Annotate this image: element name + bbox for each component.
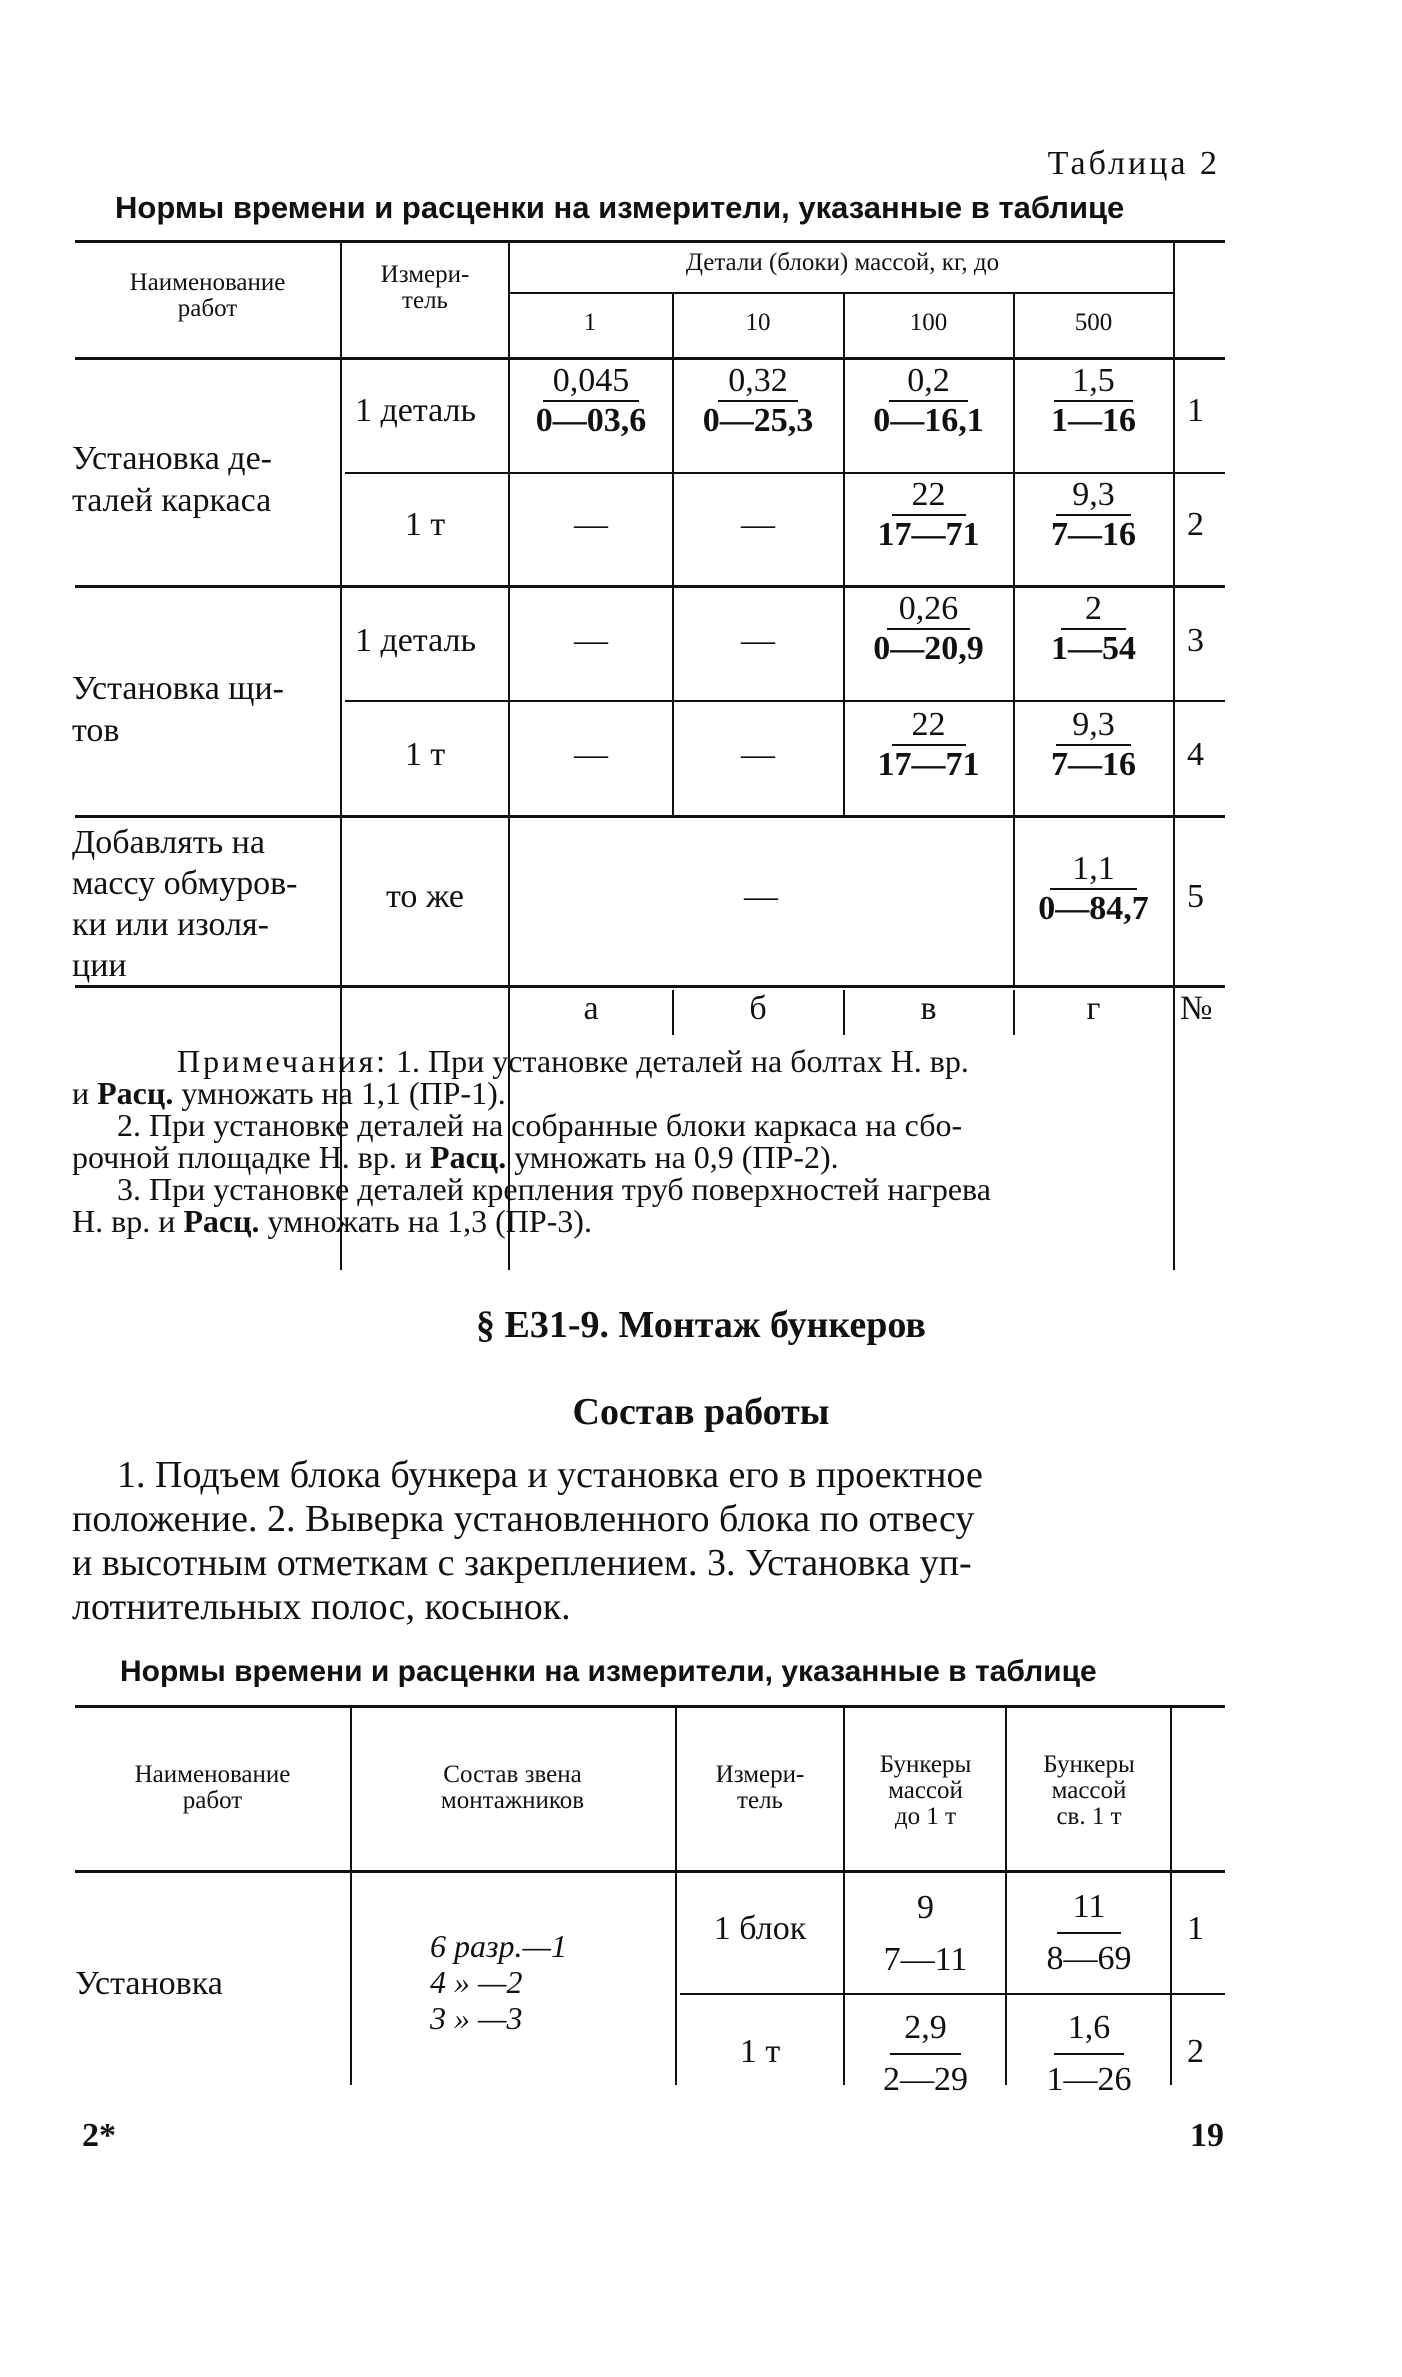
row-number: 4 [1187, 736, 1204, 773]
table2-title: Нормы времени и расценки на измерители, указанные в таблице [120, 1655, 1097, 1688]
row-number: 5 [1187, 878, 1204, 915]
column-letter: в [920, 990, 937, 1027]
unit-cell: то же [385, 878, 465, 915]
work-name: Добавлять на массу обмуров- ки или изоля- ции [72, 824, 298, 984]
signature-mark: 2* [82, 2117, 116, 2154]
unit-cell: 1 блок [713, 1910, 807, 1947]
header-group: Детали (блоки) массой, кг, до [685, 249, 1000, 276]
row-number: 1 [1187, 1910, 1204, 1947]
row-number: 2 [1187, 506, 1204, 543]
work-name: Установка щи- тов [72, 670, 284, 749]
page-number: 19 [1190, 2117, 1224, 2154]
header-work: Наименование работ [129, 269, 286, 322]
row-number: 3 [1187, 622, 1204, 659]
value-cell: 9,3 7—16 [1051, 706, 1136, 783]
value-cell: 0,26 0—20,9 [873, 590, 984, 667]
dash-cell: — [574, 506, 608, 543]
value-cell: 22 17—71 [877, 476, 980, 553]
dash-cell: — [574, 622, 608, 659]
header-mass-1: 1 [583, 309, 597, 336]
section-title: § Е31-9. Монтаж бункеров [476, 1304, 926, 1346]
header-work: Наименование работ [134, 1761, 291, 1814]
table1-title: Нормы времени и расценки на измерители, указанные в таблице [115, 190, 1125, 225]
column-letter: а [583, 990, 599, 1027]
header-col-over-1t: Бункеры массой св. 1 т [1043, 1751, 1135, 1830]
dash-cell: — [741, 622, 775, 659]
header-crew: Состав звена монтажников [440, 1761, 585, 1814]
value-cell: 1,1 0—84,7 [1038, 850, 1149, 927]
header-mass-10: 10 [745, 309, 771, 336]
column-letter: б [749, 990, 767, 1027]
dash-cell: — [741, 736, 775, 773]
row-number: 1 [1187, 392, 1204, 429]
row-number: 2 [1187, 2033, 1204, 2070]
value-cell: 22 17—71 [877, 706, 980, 783]
header-unit: Измери- тель [715, 1761, 805, 1814]
composition-text: 1. Подъем блока бункера и установка его в проектное положение. 2. Выверка установленного блока по отвесу и высотным отметкам с закреплением. 3. Установка уп- лотнительных полос, косынок. [72, 1454, 983, 1628]
header-col-up-to-1t: Бункеры массой до 1 т [879, 1751, 972, 1830]
value-cell: 9 7—11 [883, 1889, 968, 1978]
unit-cell: 1 т [739, 2033, 781, 2070]
value-cell: 0,045 0—03,6 [535, 362, 647, 439]
composition-title: Состав работы [572, 1391, 830, 1433]
value-cell: 0,2 0—16,1 [873, 362, 984, 439]
work-name: Установка [75, 1965, 223, 2002]
notes: Примечания: 1. При установке деталей на болтах Н. вр. и Расц. умножать на 1,1 (ПР-1). 2. При установке деталей на собранные блоки каркаса на сбо- рочной площадке Н. вр. и Расц. умножать на 0,9 (ПР-2). 3. При установке деталей крепления труб поверхностей нагрева Н. вр. и Расц. умножать на 1,3 (ПР-3). [72, 1043, 991, 1239]
header-unit: Измери- тель [380, 261, 470, 314]
column-letter: г [1086, 990, 1101, 1027]
unit-cell: 1 т [404, 736, 446, 773]
work-name: Установка де- талей каркаса [72, 440, 272, 519]
unit-cell: 1 деталь [355, 392, 477, 429]
notes-label: Примечания: [177, 1043, 389, 1079]
unit-cell: 1 т [404, 506, 446, 543]
value-cell: 1,5 1—16 [1051, 362, 1136, 439]
column-number-sign: № [1180, 990, 1213, 1027]
crew-composition: 6 разр.—1 4 » —2 3 » —3 [430, 1928, 567, 2036]
dash-cell: — [741, 506, 775, 543]
header-mass-100: 100 [909, 309, 948, 336]
value-cell: 1,6 1—26 [1010, 2003, 1168, 2105]
value-cell: 2,9 2—29 [848, 2003, 1003, 2105]
value-cell: 9,3 7—16 [1051, 476, 1136, 553]
dash-cell: — [574, 736, 608, 773]
value-cell: 0,32 0—25,3 [702, 362, 814, 439]
value-cell: 2 1—54 [1051, 590, 1136, 667]
value-cell: 11 8—69 [1010, 1882, 1168, 1984]
table-label: Таблица 2 [1047, 145, 1220, 182]
unit-cell: 1 деталь [355, 622, 477, 659]
dash-cell: — [744, 878, 778, 915]
header-mass-500: 500 [1074, 309, 1113, 336]
